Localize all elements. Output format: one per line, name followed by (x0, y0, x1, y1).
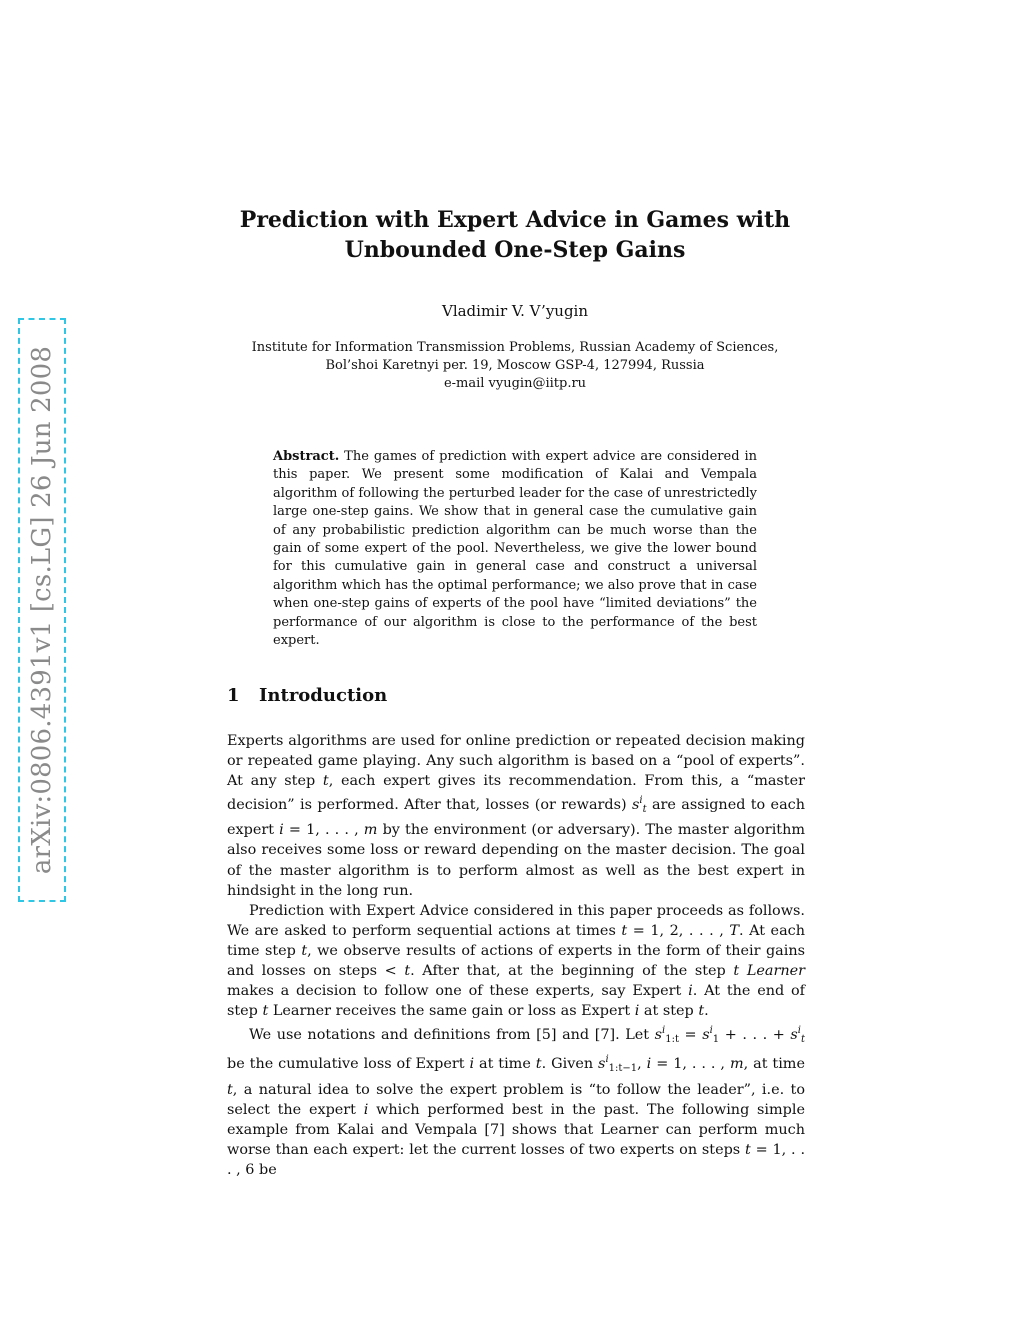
section-number: 1 (227, 685, 240, 706)
affiliation-line-1: Institute for Information Transmission Problems, Russian Academy of Sciences, (251, 340, 779, 355)
affiliation-line-2: Bol’shoi Karetnyi per. 19, Moscow GSP-4, 127994, Russia (325, 358, 705, 373)
abstract-label: Abstract. (273, 449, 340, 464)
abstract-text: The games of prediction with expert advice are considered in this paper. We present some modification of Kalai and Vempala algorithm of following the perturbed leader for the case of unrestrictedly large one-step gains. We show that in general case the cumulative gain of any probabilistic prediction algorithm can be much worse than the gain of some expert of the pool. Nevertheless, we give the lower bound for this cumulative gain in general case and construct a universal algorithm which has the optimal performance; we also prove that in case when one-step gains of experts of the pool have “limited deviations” the performance of our algorithm is close to the performance of the best expert. (273, 449, 757, 649)
arxiv-stamp (18, 318, 66, 902)
section-heading (227, 685, 387, 706)
section-body (227, 731, 805, 1180)
section-title: Introduction (259, 685, 388, 706)
paragraph-1: Experts algorithms are used for online prediction or repeated decision making or repeated game playing. Any such algorithm is based on a “pool of experts”. At any step t, each expert gives its recommendation. From this, a “master decision” is performed. After that, losses (or rewards) $s^i_t$ are assigned to each expert i = 1, . . . , m by the environment (or adversary). The master algorithm also receives some loss or reward depending on the master decision. The goal of the master algorithm is to perform almost as well as the best expert in hindsight in the long run. (227, 733, 805, 899)
author-email: e-mail vyugin@iitp.ru (443, 376, 587, 391)
paragraph-3: We use notations and definitions from [5] and [7]. Let $s^i_{1:t} = s^i_1$ + . . . + $s^i_t$ be the cumulative loss of Expert i at time t. Given $s^i_{1:t-1}$, i = 1, . . . , m, at time t, a natural idea to solve the expert problem is “to follow the leader”, i.e. to select the expert i which performed best in the past. The following simple example from Kalai and Vempala [7] shows that Learner can perform much worse than each expert: let the current losses of two experts on steps t = 1, . . . , 6 be (227, 1025, 806, 1178)
paragraph-2: Prediction with Expert Advice considered in this paper proceeds as follows. We are asked to perform sequential actions at times t = 1, 2, . . . , T. At each time step t, we observe results of actions of experts in the form of their gains and losses on steps < t. After that, at the beginning of the step t Learner makes a decision to follow one of these experts, say Expert i. At the end of step t Learner receives the same gain or loss as Expert i at step t. (227, 902, 806, 1020)
author-name: Vladimir V. V’yugin (441, 302, 589, 320)
abstract (273, 448, 757, 650)
title-line-2: Unbounded One-Step Gains (344, 237, 686, 263)
paper-title (190, 205, 840, 265)
arxiv-identifier: arXiv:0806.4391v1 [cs.LG] 26 Jun 2008 (27, 345, 57, 875)
title-line-1: Prediction with Expert Advice in Games with (239, 207, 791, 233)
affiliation (200, 339, 830, 393)
